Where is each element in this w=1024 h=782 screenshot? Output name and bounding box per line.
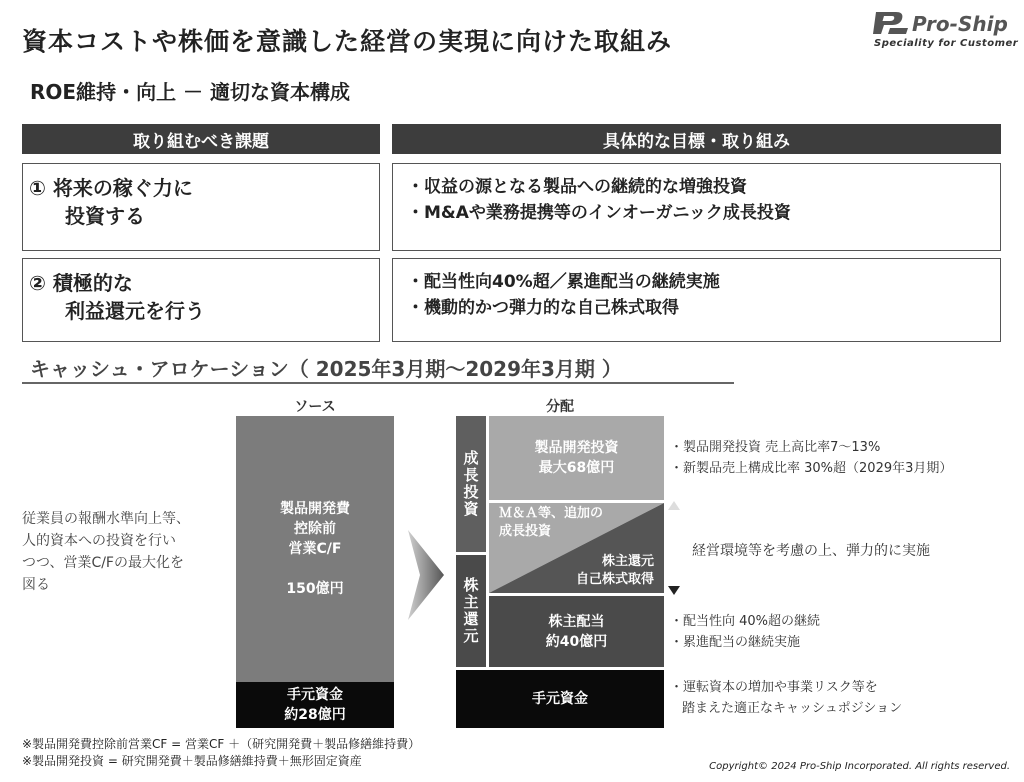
issue-1-line2: 投資する: [65, 204, 145, 228]
footnotes: [22, 736, 420, 770]
issue-2-line1: ② 積極的な: [29, 271, 133, 295]
dividend-block: [489, 596, 664, 667]
buyback-label: [576, 553, 654, 589]
target-2-item1: ・配当性向40%超／累進配当の継続実施: [407, 272, 720, 292]
logo-tagline: Speciality for Customer: [874, 38, 1019, 49]
ma-buyback-block: [489, 503, 664, 593]
issue-2-line2: 利益還元を行う: [65, 299, 205, 323]
product-investment-block: [489, 416, 664, 500]
logo-mark-icon: [870, 10, 910, 36]
source-cash-line1: 手元資金: [287, 687, 343, 703]
target-1-item2: ・M&Aや業務提携等のインオーガニック成長投資: [407, 203, 791, 223]
copyright: Copyright© 2024 Pro-Ship Incorporated. All rights reserved.: [709, 761, 1010, 772]
target-cell-2: [392, 258, 1001, 342]
buyback-line2: 自己株式取得: [575, 572, 654, 587]
dividend-line2: 約40億円: [545, 633, 608, 650]
flexible-range-arrow-icon: [664, 500, 684, 596]
ma-line2: 成長投資: [499, 524, 552, 539]
flow-chevron-icon: [406, 530, 446, 620]
cash-notes: [670, 677, 902, 719]
page-subtitle: ROE維持・向上 － 適切な資本構成: [30, 80, 350, 104]
logo-name: Pro-Ship: [912, 12, 1008, 36]
dividend-notes: [670, 611, 820, 653]
source-operating-cf-block: [236, 416, 394, 682]
target-cell-1: [392, 163, 1001, 251]
product-notes: [670, 437, 952, 479]
product-investment-line2: 最大68億円: [538, 460, 615, 476]
dividend-note-2: ・累進配当の継続実施: [670, 635, 801, 650]
page-title: 資本コストや株価を意識した経営の実現に向けた取組み: [22, 27, 673, 56]
left-description-line: 図る: [22, 577, 50, 593]
left-description-line: 従業員の報酬水準向上等、: [22, 511, 190, 527]
source-main-line2: 控除前: [294, 521, 336, 537]
issue-1-line1: ① 将来の稼ぐ力に: [29, 176, 193, 200]
footnote-1: ※製品開発費控除前営業CF = 営業CF ＋（研究開発費＋製品修繕維持費）: [22, 737, 421, 751]
flexible-note: 経営環境等を考慮の上、弾力的に実施: [692, 543, 930, 559]
product-investment-line1: 製品開発投資: [534, 440, 619, 456]
target-1-item1: ・収益の源となる製品への継続的な増強投資: [407, 177, 747, 197]
buyback-line1: 株主還元: [601, 554, 654, 569]
source-main-line3: 営業C/F: [288, 541, 342, 557]
cash-note-1: ・運転資本の増加や事業リスク等を: [670, 680, 878, 695]
distribution-header: 分配: [546, 399, 574, 415]
target-2-item2: ・機動的かつ弾力的な自己株式取得: [407, 298, 679, 318]
growth-investment-label: 成長投資: [456, 416, 486, 552]
left-description-line: 人的資本への投資を行い: [22, 533, 176, 549]
ma-label: [499, 505, 603, 541]
section-divider: [22, 382, 734, 384]
table-header-targets: 具体的な目標・取り組み: [392, 124, 1001, 154]
table-header-issues: 取り組むべき課題: [22, 124, 380, 154]
source-cash-line2: 約28億円: [284, 707, 346, 723]
allocation-title: キャッシュ・アロケーション（ 2025年3月期～2029年3月期 ）: [30, 357, 622, 381]
dividend-line1: 株主配当: [548, 613, 605, 630]
shareholder-return-label: 株主還元: [456, 555, 486, 667]
ma-line1: Ｍ＆Ａ等、追加の: [499, 506, 604, 521]
source-cash-block: [236, 682, 394, 728]
product-note-1: ・製品開発投資 売上高比率7～13%: [670, 440, 881, 455]
footnote-2: ※製品開発投資 = 研究開発費＋製品修繕維持費＋無形固定資産: [22, 754, 362, 768]
source-main-amount: 150億円: [286, 581, 344, 597]
cash-note-2: 踏まえた適正なキャッシュポジション: [682, 701, 903, 716]
left-description: [22, 508, 232, 596]
source-header: ソース: [294, 399, 336, 415]
dividend-note-1: ・配当性向 40%超の継続: [670, 614, 821, 629]
distribution-cash-block: 手元資金: [456, 670, 664, 728]
issue-cell-1: [22, 163, 380, 251]
left-description-line: つつ、営業C/Fの最大化を: [22, 555, 184, 571]
source-main-line1: 製品開発費: [280, 501, 350, 517]
product-note-2: ・新製品売上構成比率 30%超（2029年3月期）: [670, 461, 953, 476]
company-logo: [870, 10, 1020, 56]
issue-cell-2: [22, 258, 380, 342]
